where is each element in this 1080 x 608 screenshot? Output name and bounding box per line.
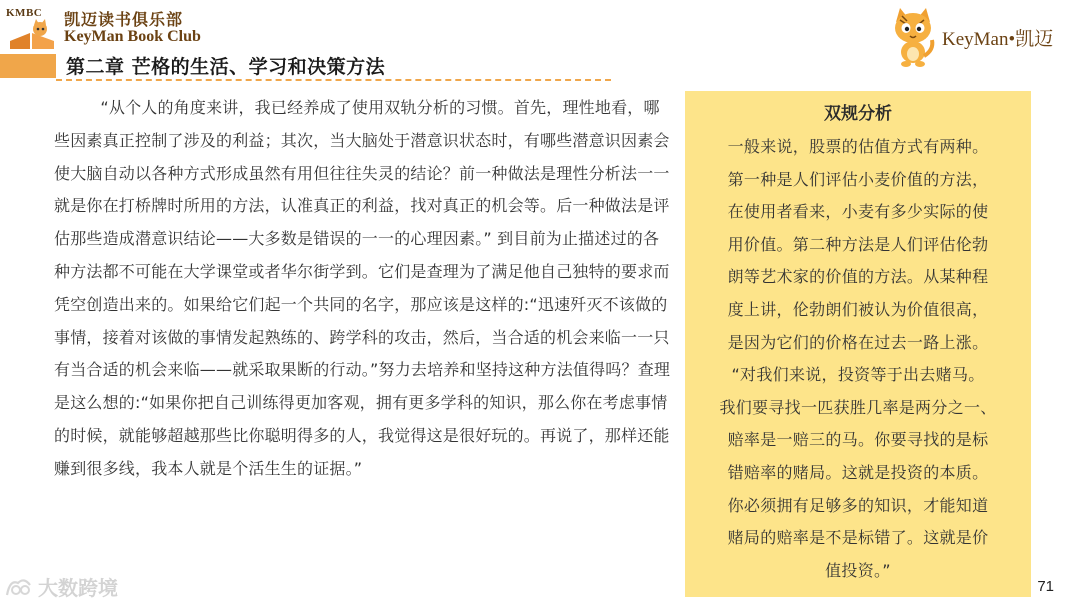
sidebar-line: 第一种是人们评估小麦价值的方法， [727, 169, 989, 189]
main-body [54, 92, 674, 486]
book-cat-icon [8, 19, 56, 51]
chapter-accent-bar [0, 54, 56, 78]
brand-logo-text: KMBC [6, 7, 43, 19]
sidebar-line: 在使用者看来，小麦有多少实际的使 [727, 202, 989, 222]
sidebar-line: 一般来说，股票的估值方式有两种。 [727, 137, 989, 156]
sidebar-box [685, 91, 1031, 597]
sidebar-line: 朗等艺术家的价值的方法。从某种程 [727, 267, 989, 287]
sidebar-line: “对我们来说，投资等于出去赌马。 [731, 365, 985, 385]
sidebar-line: 度上讲，伦勃朗们被认为价值很高， [727, 299, 989, 319]
sidebar-line: 赌局的赔率是不是标错了。这就是价 [727, 528, 989, 548]
watermark-logo-icon [4, 575, 34, 599]
chapter-title: 第二章 芒格的生活、学习和决策方法 [66, 56, 386, 78]
sidebar-line: 值投资。” [825, 560, 891, 580]
brand-name-cn: 凯迈读书俱乐部 [64, 10, 184, 30]
keyman-logo-text: KeyMan•凯迈 [942, 28, 1054, 50]
keyman-logo [888, 4, 1070, 70]
sidebar-line: 你必须拥有足够多的知识，才能知道 [727, 495, 989, 515]
cat-mascot-icon [888, 6, 938, 68]
sidebar-line: 错赔率的赌局。这就是投资的本质。 [727, 462, 989, 482]
main-paragraph: “从个人的角度来讲，我已经养成了使用双轨分析的习惯。首先，理性地看，哪些因素真正控制了涉及的利益；其次，当大脑处于潜意识状态时，有哪些潜意识因素会使大脑自动以各种方式形成虽然有用但往往失灵的结论？前一种做法是理性分析法一一就是你在打桥牌时所用的方法，认准真正的利益，找对真正的机会等。后一种做法是评估那些造成潜意识结论——大多数是错误的一一的心理因素。” 到目前为止描述过的各种方法都不可能在大学课堂或者华尔街学到。它们是查理为了满足他自己独特的要求而凭空创造出来的。如果给它们起一个共同的名字，那应该是这样的:“迅速歼灭不该做的事情，接着对该做的事情发起熟练的、跨学科的攻击，然后，当合适的机会来临一一只有当合适的机会来临——就采取果断的行动。”努力去培养和坚持这种方法值得吗？查理是这么想的:“如果你把自己训练得更加客观，拥有更多学科的知识，那么你在考虑事情的时候，就能够超越那些比你聪明得多的人，我觉得这是很好玩的。再说了，那样还能赚到很多线，我本人就是个活生生的证据。” [54, 98, 671, 478]
brand-name-en: KeyMan Book Club [64, 28, 201, 45]
brand-header [6, 6, 201, 52]
sidebar-line: 赔率是一赔三的马。你要寻找的是标 [727, 430, 989, 450]
sidebar-body [695, 131, 1021, 587]
brand-logo [6, 7, 58, 51]
watermark-text: 大数跨境 [38, 576, 118, 600]
watermark [4, 572, 118, 601]
sidebar-title: 双规分析 [824, 104, 892, 124]
page-number: 71 [1037, 578, 1054, 595]
sidebar-line: 我们要寻找一匹获胜几率是两分之一、 [719, 397, 997, 417]
sidebar-line: 用价值。第二种方法是人们评估伦勃 [727, 234, 989, 254]
chapter-divider [56, 79, 611, 81]
sidebar-line: 是因为它们的价格在过去一路上涨。 [727, 332, 989, 352]
